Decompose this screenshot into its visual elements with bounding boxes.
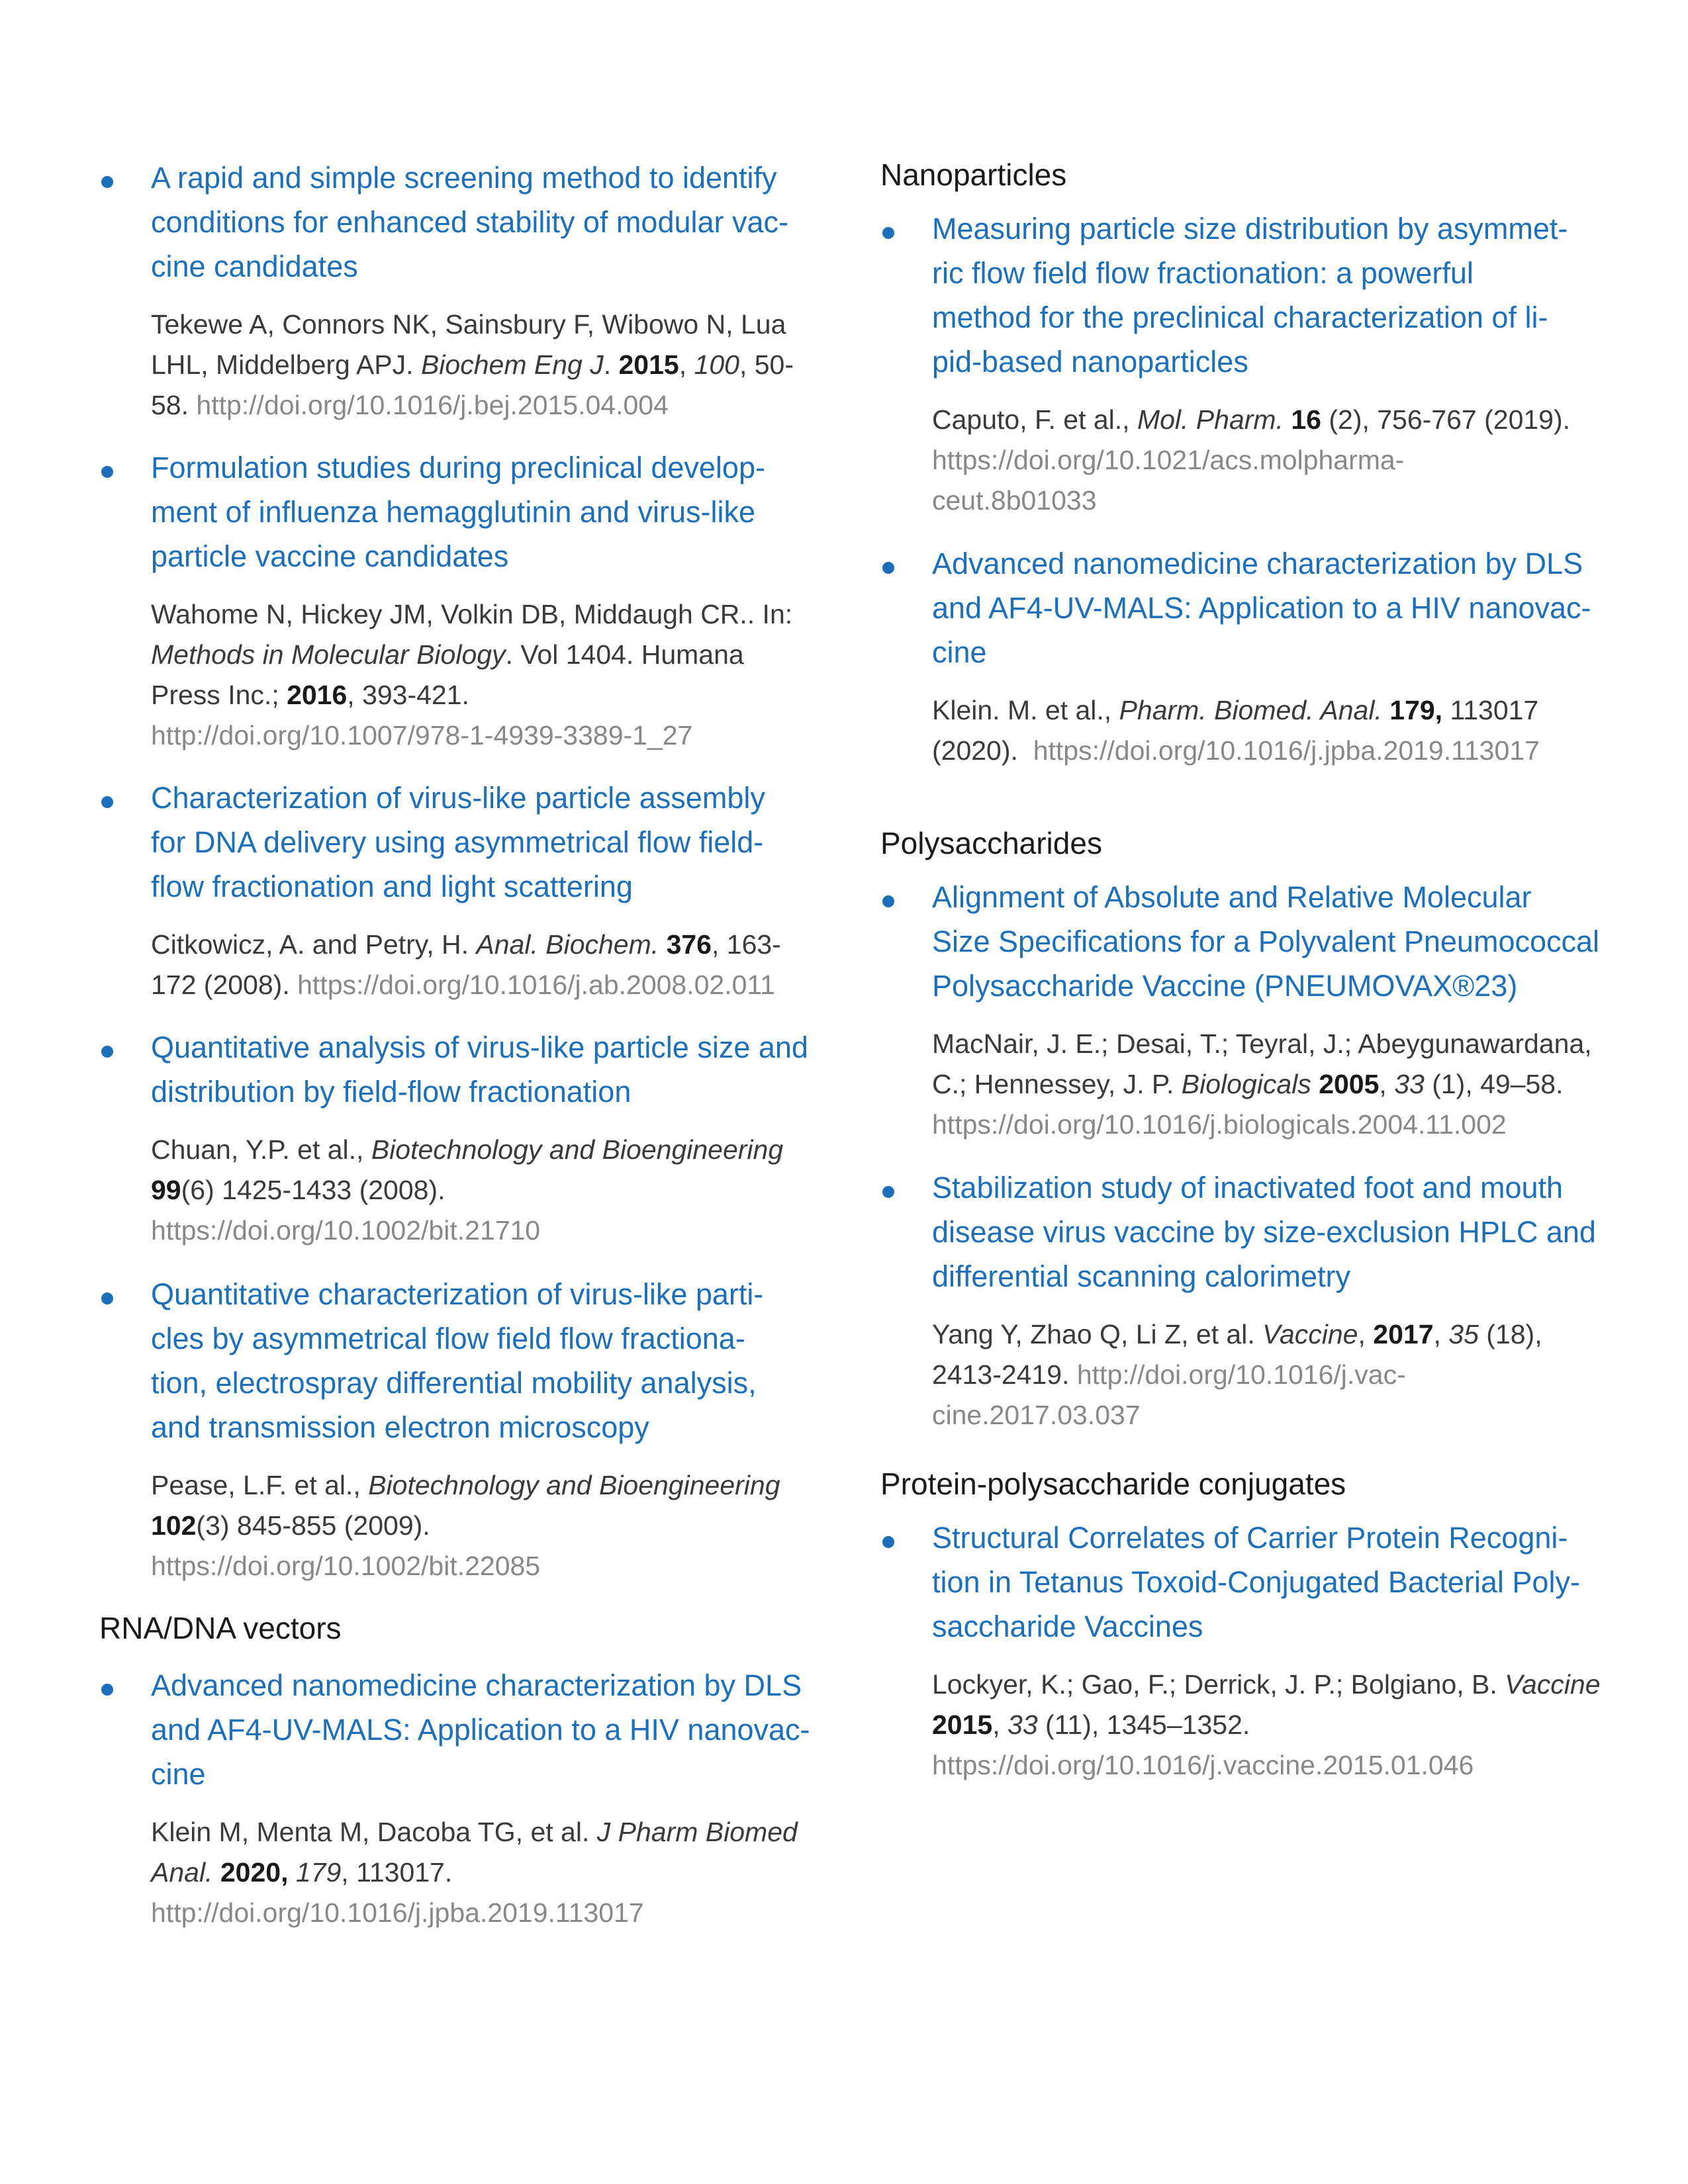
doi-link[interactable]: ceut.8b01033 [932, 485, 1097, 516]
citation-details: (2020). [932, 735, 1033, 766]
citation [932, 400, 1594, 521]
doi-link[interactable]: https://doi.org/10.1021/acs.molpharma- [932, 445, 1405, 475]
title-line: Measuring particle size distribution by asymmet- [932, 212, 1568, 246]
citation-authors: Yang Y, Zhao Q, Li Z, et al. [932, 1319, 1263, 1349]
reference-title-link[interactable] [932, 541, 1594, 674]
title-line: flow fractionation and light scattering [151, 870, 633, 903]
citation-year: 2015 [932, 1709, 993, 1740]
citation-details: (3) 845-855 (2009). [196, 1510, 430, 1541]
citation-volume: 102 [151, 1510, 197, 1541]
title-line: Stabilization study of inactivated foot and mouth [932, 1171, 1564, 1205]
title-line: ric flow field flow fractionation: a powerful [932, 256, 1474, 290]
doi-link[interactable]: https://doi.org/10.1016/j.vaccine.2015.01.046 [932, 1750, 1474, 1780]
title-line: Advanced nanomedicine characterization by DLS [932, 547, 1583, 580]
doi-link[interactable]: https://doi.org/10.1002/bit.21710 [151, 1215, 541, 1246]
doi-link[interactable]: https://doi.org/10.1016/j.jpba.2019.113017 [1033, 735, 1540, 766]
title-line: tion, electrospray differential mobility analysis, [151, 1366, 757, 1400]
title-line: particle vaccine candidates [151, 539, 509, 573]
citation-details: (6) 1425-1433 (2008). [181, 1175, 445, 1205]
citation-authors: Klein. M. et al., [932, 695, 1119, 725]
doi-link[interactable]: http://doi.org/10.1007/978-1-4939-3389-1_27 [151, 720, 693, 751]
citation-authors: C.; Hennessey, J. P. [932, 1069, 1182, 1099]
citation-authors: Chuan, Y.P. et al., [151, 1134, 371, 1165]
citation [151, 925, 813, 1005]
bullet-icon [101, 466, 113, 478]
title-line: cine candidates [151, 250, 358, 283]
citation-details: Press Inc.; [151, 680, 287, 710]
section-heading-polysaccharides: Polysaccharides [880, 826, 1102, 860]
citation-authors: Citkowicz, A. and Petry, H. [151, 929, 477, 960]
title-line: Quantitative analysis of virus-like particle size and [151, 1030, 808, 1064]
citation [932, 1024, 1594, 1145]
citation-authors: Wahome N, Hickey JM, Volkin DB, Middaugh CR.. In: [151, 599, 793, 629]
section-heading-nanoparticles: Nanoparticles [880, 158, 1067, 192]
reference-title-link[interactable] [151, 156, 813, 289]
doi-link[interactable]: http://doi.org/10.1016/j.jpba.2019.113017 [151, 1897, 644, 1928]
citation-volume: 33 [1008, 1709, 1038, 1740]
title-line: Characterization of virus-like particle assembly [151, 781, 765, 815]
citation-pages: , 163- [711, 929, 781, 960]
citation-volume: 100 [694, 349, 739, 380]
title-line: Structural Correlates of Carrier Protein Recogni- [932, 1521, 1568, 1555]
citation-punct: , [992, 1709, 1008, 1740]
reference-title-link[interactable] [151, 776, 813, 909]
title-line: Quantitative characterization of virus-like parti- [151, 1277, 764, 1311]
title-line: Polysaccharide Vaccine (PNEUMOVAX®23) [932, 969, 1518, 1003]
citation-punct: . [603, 349, 619, 380]
bullet-icon [101, 796, 113, 808]
citation-journal: Pharm. Biomed. Anal. [1119, 695, 1382, 725]
bullet-icon [101, 1684, 113, 1696]
title-line: A rapid and simple screening method to identify [151, 161, 777, 195]
citation-volume: 33 [1394, 1069, 1425, 1099]
citation-year: 2016 [287, 680, 348, 710]
reference-title-link[interactable] [932, 206, 1594, 384]
title-line: tion in Tetanus Toxoid-Conjugated Bacterial Poly- [932, 1565, 1580, 1599]
doi-link[interactable]: cine.2017.03.037 [932, 1400, 1141, 1430]
citation-details: (18), [1478, 1319, 1542, 1349]
citation-journal: Vaccine [1262, 1319, 1358, 1349]
reference-title-link[interactable] [932, 1165, 1594, 1298]
title-line: and transmission electron microscopy [151, 1410, 649, 1444]
citation-journal: Anal. Biochem. [476, 929, 659, 960]
citation-authors: MacNair, J. E.; Desai, T.; Teyral, J.; Abeygunawardana, [932, 1028, 1592, 1059]
title-line: distribution by field-flow fractionation [151, 1075, 632, 1109]
citation-punct [288, 1857, 295, 1888]
reference-title-link[interactable] [151, 1272, 813, 1449]
title-line: cine [932, 635, 987, 669]
title-line: Alignment of Absolute and Relative Molecular [932, 880, 1532, 914]
citation-journal: Mol. Pharm. [1137, 404, 1284, 435]
title-line: ment of influenza hemagglutinin and virus-like [151, 495, 756, 529]
citation [151, 594, 813, 756]
doi-link[interactable]: http://doi.org/10.1016/j.vac- [1076, 1359, 1406, 1390]
citation-year: 2005 [1319, 1069, 1380, 1099]
citation-punct: , [1379, 1069, 1395, 1099]
citation-volume: 35 [1448, 1319, 1479, 1349]
citation-authors: Lockyer, K.; Gao, F.; Derrick, J. P.; Bolgiano, B. [932, 1669, 1505, 1700]
citation-volume: 99 [151, 1175, 181, 1205]
title-line: conditions for enhanced stability of modular vac- [151, 205, 789, 239]
doi-link[interactable]: https://doi.org/10.1002/bit.22085 [151, 1551, 541, 1581]
citation [151, 1130, 813, 1251]
citation-journal: Biochem Eng J [420, 349, 604, 380]
citation-authors: Klein M, Menta M, Dacoba TG, et al. [151, 1817, 597, 1847]
citation-journal: Biologicals [1181, 1069, 1311, 1099]
citation-punct [212, 1857, 220, 1888]
title-line: for DNA delivery using asymmetrical flow field- [151, 825, 764, 859]
section-heading-rna-dna: RNA/DNA vectors [99, 1611, 342, 1645]
citation-pages: , 393-421. [347, 680, 469, 710]
doi-link[interactable]: http://doi.org/10.1016/j.bej.2015.04.004 [196, 390, 669, 420]
citation-volume: 179 [295, 1857, 342, 1888]
bullet-icon [882, 227, 894, 239]
citation-punct [1382, 695, 1389, 725]
citation-authors: LHL, Middelberg APJ. [151, 349, 421, 380]
citation [151, 304, 813, 426]
reference-title-link[interactable] [932, 1516, 1594, 1649]
title-line: Formulation studies during preclinical develop- [151, 451, 765, 484]
reference-title-link[interactable] [151, 445, 813, 578]
citation-year: 2015 [618, 349, 679, 380]
citation-details: . Vol 1404. Humana [505, 639, 744, 670]
title-line: method for the preclinical characterization of li- [932, 300, 1548, 334]
title-line: Advanced nanomedicine characterization by DLS [151, 1668, 802, 1702]
citation-pages: , 113017. [341, 1857, 453, 1888]
citation-punct [1284, 404, 1291, 435]
title-line: pid-based nanoparticles [932, 345, 1248, 379]
citation-journal: Methods in Molecular Biology [151, 639, 506, 670]
citation [932, 690, 1594, 771]
reference-title-link[interactable] [151, 1663, 813, 1796]
citation-journal: J Pharm Biomed [596, 1817, 798, 1847]
citation-volume: 16 [1291, 404, 1321, 435]
citation-pages: 58. [151, 390, 197, 420]
citation-details: (2), 756-767 (2019). [1321, 404, 1571, 435]
section-heading-conjugates: Protein-polysaccharide conjugates [880, 1467, 1346, 1501]
title-line: saccharide Vaccines [932, 1610, 1203, 1643]
bullet-icon [882, 1536, 894, 1548]
citation-authors: Caputo, F. et al., [932, 404, 1137, 435]
citation [151, 1812, 813, 1933]
citation-punct [1311, 1069, 1319, 1099]
reference-title-link[interactable] [151, 1025, 813, 1114]
title-line: disease virus vaccine by size-exclusion HPLC and [932, 1215, 1596, 1249]
citation-journal: Vaccine [1505, 1669, 1601, 1700]
title-line: Size Specifications for a Polyvalent Pneumococcal [932, 925, 1600, 958]
bullet-icon [101, 1046, 113, 1058]
citation-pages: , 50- [739, 349, 794, 380]
citation-punct: , [1358, 1319, 1374, 1349]
bullet-icon [882, 562, 894, 574]
citation-details: (1), 49–58. [1424, 1069, 1564, 1099]
title-line: and AF4-UV-MALS: Application to a HIV nanovac- [151, 1713, 810, 1747]
bullet-icon [101, 1293, 113, 1304]
reference-title-link[interactable] [932, 875, 1600, 1008]
citation-year: 2020, [220, 1857, 289, 1888]
doi-link[interactable]: https://doi.org/10.1016/j.biologicals.2004.11.002 [932, 1109, 1507, 1140]
title-line: and AF4-UV-MALS: Application to a HIV nanovac- [932, 591, 1591, 625]
title-line: differential scanning calorimetry [932, 1259, 1350, 1293]
citation-punct: , [679, 349, 694, 380]
citation [151, 1465, 813, 1586]
title-line: cles by asymmetrical flow field flow fractiona- [151, 1322, 745, 1355]
doi-link[interactable]: https://doi.org/10.1016/j.ab.2008.02.011 [297, 970, 775, 1000]
citation-journal: Anal. [151, 1857, 213, 1888]
bullet-icon [882, 1186, 894, 1198]
citation-authors: Tekewe A, Connors NK, Sainsbury F, Wibowo N, Lua [151, 309, 786, 340]
title-line: cine [151, 1757, 206, 1791]
citation [932, 1664, 1601, 1786]
citation-volume: 179, [1389, 695, 1443, 725]
citation-volume: 376 [666, 929, 712, 960]
citation-pages: 172 (2008). [151, 970, 298, 1000]
citation-journal: Biotechnology and Bioengineering [371, 1134, 784, 1165]
citation-details: (11), 1345–1352. [1037, 1709, 1250, 1740]
citation [932, 1314, 1594, 1435]
citation-year: 2017 [1373, 1319, 1434, 1349]
citation-authors: Pease, L.F. et al., [151, 1470, 369, 1500]
citation-details: 113017 [1442, 695, 1539, 725]
citation-punct [659, 929, 666, 960]
citation-pages: 2413-2419. [932, 1359, 1077, 1390]
citation-punct: , [1433, 1319, 1449, 1349]
bullet-icon [882, 895, 894, 907]
bullet-icon [101, 176, 113, 188]
citation-journal: Biotechnology and Bioengineering [368, 1470, 780, 1500]
